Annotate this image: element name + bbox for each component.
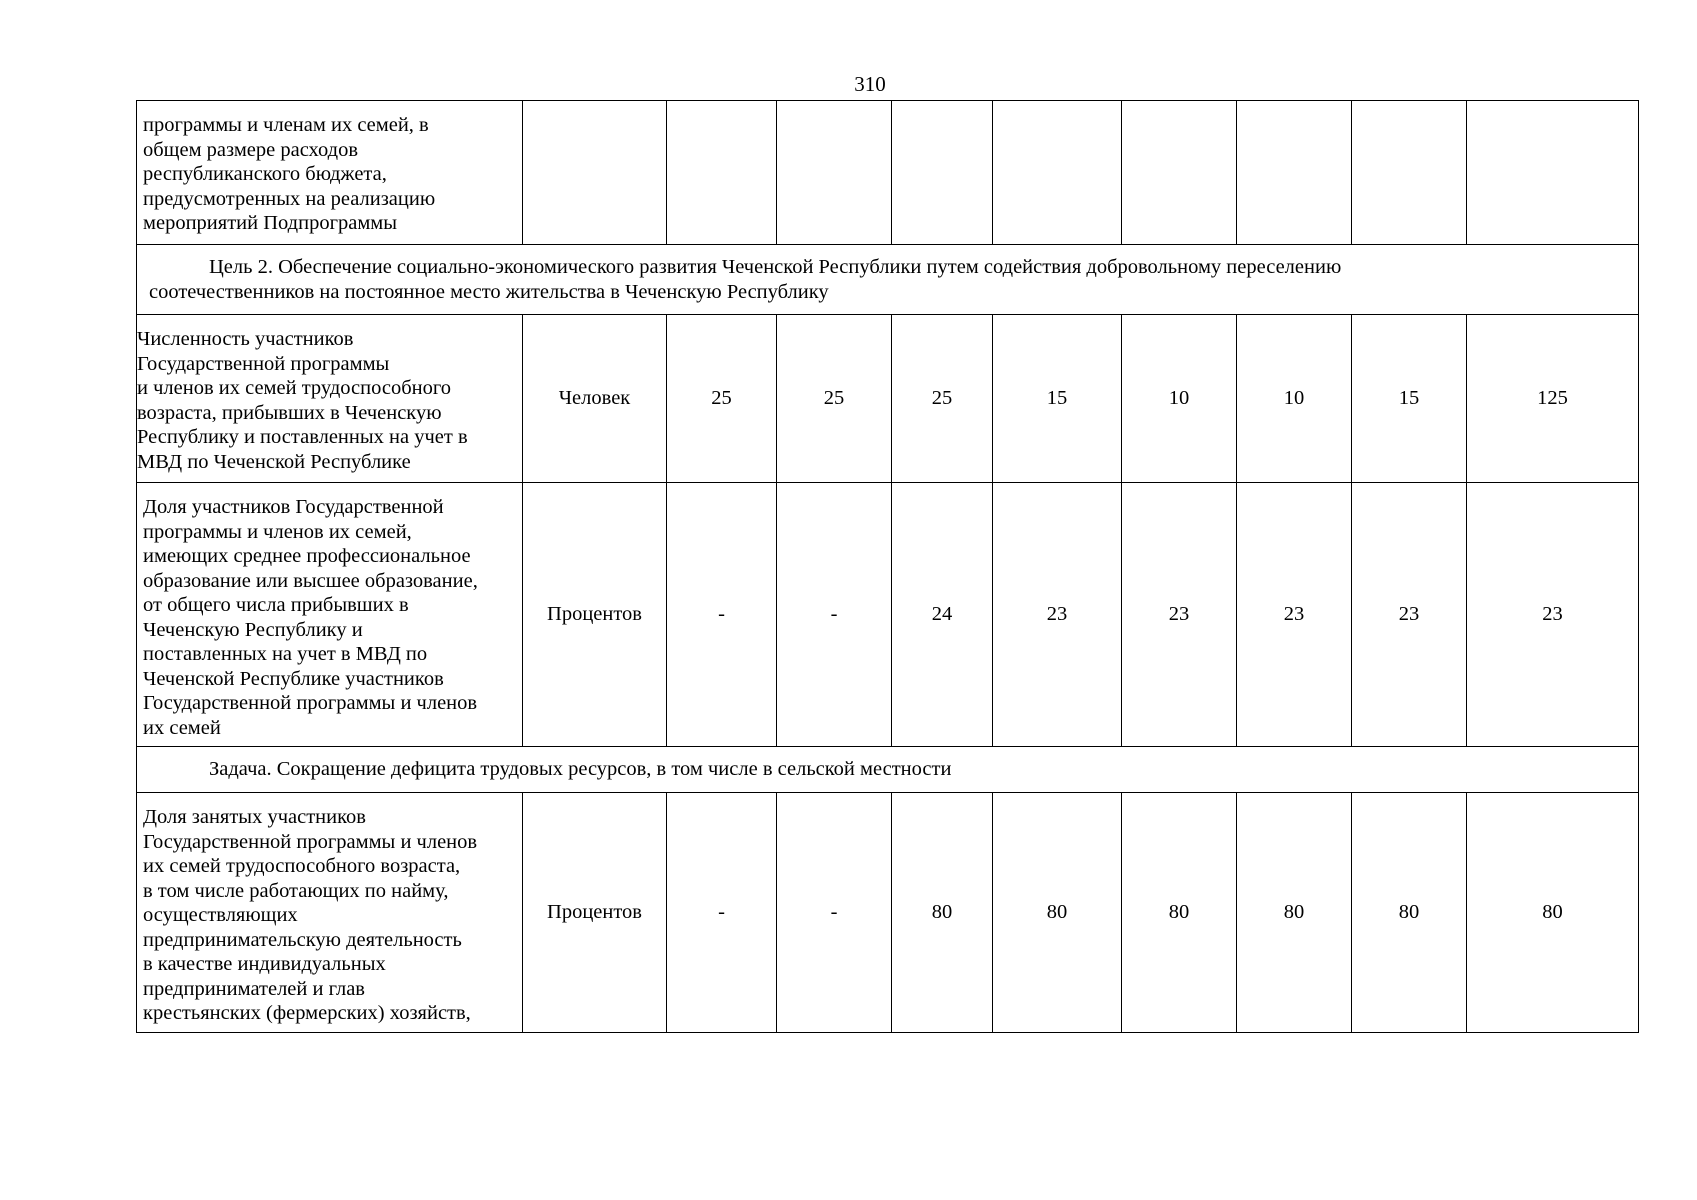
value-cell: 23 [1237, 483, 1352, 747]
value-cell: 15 [993, 315, 1122, 483]
value-cell [1237, 101, 1352, 245]
value-cell: 80 [1352, 793, 1467, 1033]
value-cell: 23 [993, 483, 1122, 747]
value-cell: 25 [777, 315, 892, 483]
value-cell: 25 [667, 315, 777, 483]
value-cell: 80 [993, 793, 1122, 1033]
value-cell: 80 [892, 793, 993, 1033]
value-cell: - [777, 483, 892, 747]
value-cell [1352, 101, 1467, 245]
table-row [137, 315, 1639, 483]
value-cell: 80 [1122, 793, 1237, 1033]
section-heading: Задача. Сокращение дефицита трудовых ресурсов, в том числе в сельской местности [137, 747, 1639, 793]
table-row [137, 793, 1639, 1033]
value-cell [1467, 101, 1639, 245]
value-cell: 25 [892, 315, 993, 483]
value-cell: 24 [892, 483, 993, 747]
unit-cell [523, 101, 667, 245]
value-cell: 80 [1237, 793, 1352, 1033]
indicator-description: программы и членам их семей, в общем размере расходов республиканского бюджета, предусмотренных на реализацию мероприятий Подпрограммы [137, 101, 523, 245]
value-cell: 23 [1467, 483, 1639, 747]
table-row [137, 101, 1639, 245]
table-row [137, 483, 1639, 747]
page-number: 310 [854, 72, 886, 96]
value-cell [777, 101, 892, 245]
unit-cell: Процентов [523, 793, 667, 1033]
indicator-description: Численность участников Государственной программы и членов их семей трудоспособного возраста, прибывших в Чеченскую Республику и поставленных на учет в МВД по Чеченской Республике [137, 315, 523, 483]
value-cell: - [667, 483, 777, 747]
value-cell [892, 101, 993, 245]
value-cell: - [667, 793, 777, 1033]
section-heading: Цель 2. Обеспечение социально-экономического развития Чеченской Республики путем содействия добровольному переселению соотечественников на постоянное место жительства в Чеченскую Республику [137, 245, 1639, 315]
indicator-description: Доля занятых участников Государственной программы и членов их семей трудоспособного возраста, в том числе работающих по найму, осуществляющих предпринимательскую деятельность в качестве индивидуальных предпринимателей и глав крестьянских (фермерских) хозяйств, [137, 793, 523, 1033]
value-cell [667, 101, 777, 245]
value-cell: 23 [1122, 483, 1237, 747]
value-cell: - [777, 793, 892, 1033]
value-cell: 125 [1467, 315, 1639, 483]
value-cell: 10 [1122, 315, 1237, 483]
value-cell: 10 [1237, 315, 1352, 483]
unit-cell: Человек [523, 315, 667, 483]
value-cell: 23 [1352, 483, 1467, 747]
value-cell: 15 [1352, 315, 1467, 483]
unit-cell: Процентов [523, 483, 667, 747]
indicator-description: Доля участников Государственной программы и членов их семей, имеющих среднее профессиональное образование или высшее образование, от общего числа прибывших в Чеченскую Республику и поставленных на учет в МВД по Чеченской Республике участников Государственной программы и членов их семей [137, 483, 523, 747]
section-row [137, 245, 1639, 315]
value-cell [1122, 101, 1237, 245]
indicators-table [136, 100, 1639, 1033]
section-row [137, 747, 1639, 793]
value-cell [993, 101, 1122, 245]
value-cell: 80 [1467, 793, 1639, 1033]
